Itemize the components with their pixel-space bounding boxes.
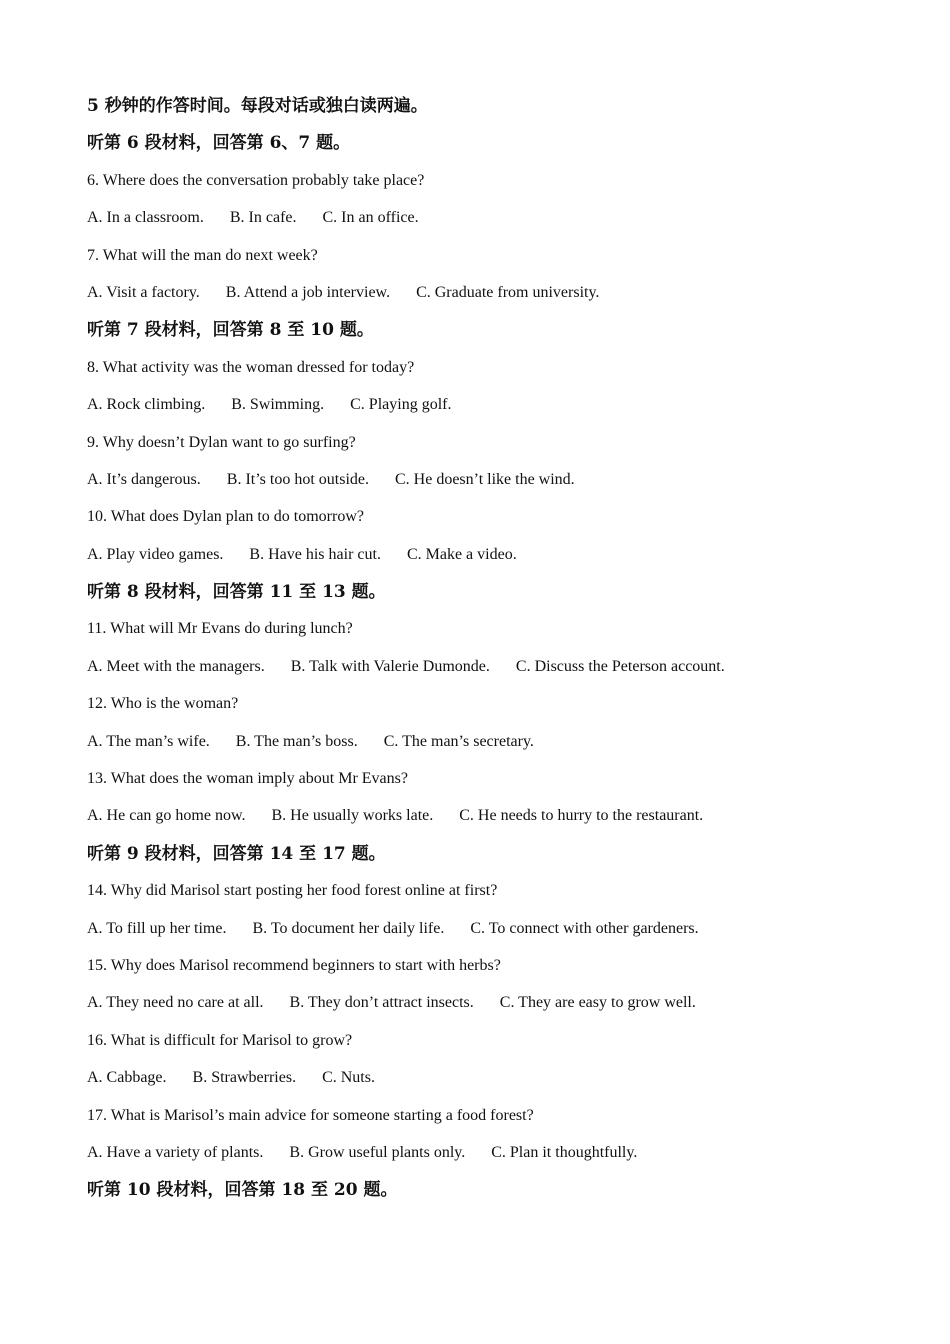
question-text: 10. What does Dylan plan to do tomorrow? <box>87 508 364 526</box>
answer-option: C. In an office. <box>322 209 419 227</box>
answer-options <box>87 279 887 316</box>
question-text: 16. What is difficult for Marisol to grow? <box>87 1031 353 1049</box>
answer-option: C. The man’s secretary. <box>383 732 534 750</box>
answer-option: A. The man’s wife. <box>87 732 210 750</box>
answer-option: A. Cabbage. <box>87 1069 167 1087</box>
answer-options <box>87 466 887 503</box>
answer-option: C. Nuts. <box>322 1069 375 1087</box>
answer-options <box>87 204 887 241</box>
answer-option: C. They are easy to grow well. <box>499 994 696 1012</box>
answer-option: A. To fill up her time. <box>87 919 227 937</box>
answer-option: B. The man’s boss. <box>235 732 358 750</box>
answer-option: B. Swimming. <box>231 396 325 414</box>
question-text: 6. Where does the conversation probably take place? <box>87 171 425 189</box>
exam-page <box>87 92 887 1214</box>
question-text: 13. What does the woman imply about Mr Evans? <box>87 770 408 788</box>
answer-options <box>87 1139 887 1176</box>
answer-option: B. Talk with Valerie Dumonde. <box>290 657 490 675</box>
answer-option: A. Have a variety of plants. <box>87 1143 264 1161</box>
answer-option: C. He needs to hurry to the restaurant. <box>459 807 704 825</box>
answer-option: B. Have his hair cut. <box>249 545 381 563</box>
question-text: 8. What activity was the woman dressed for today? <box>87 358 415 376</box>
answer-option: A. It’s dangerous. <box>87 470 201 488</box>
sections-container <box>87 129 887 1213</box>
answer-option: A. Meet with the managers. <box>87 657 265 675</box>
answer-option: B. Attend a job interview. <box>225 283 391 301</box>
answer-option: B. They don’t attract insects. <box>289 994 474 1012</box>
question-text: 12. Who is the woman? <box>87 695 239 713</box>
answer-option: A. They need no care at all. <box>87 994 264 1012</box>
answer-option: C. To connect with other gardeners. <box>470 919 699 937</box>
question-text: 14. Why did Marisol start posting her food forest online at first? <box>87 882 498 900</box>
question-text: 9. Why doesn’t Dylan want to go surfing? <box>87 433 356 451</box>
answer-option: C. Make a video. <box>406 545 517 563</box>
answer-options <box>87 915 887 952</box>
section-heading: 听第 6 段材料，回答第 6、7 题。 <box>87 133 351 154</box>
section-heading: 听第 8 段材料，回答第 11 至 13 题。 <box>87 582 386 603</box>
answer-options <box>87 728 887 765</box>
answer-option: A. Play video games. <box>87 545 224 563</box>
answer-option: A. Rock climbing. <box>87 396 206 414</box>
answer-option: B. In cafe. <box>229 209 297 227</box>
answer-options <box>87 802 887 839</box>
answer-option: B. To document her daily life. <box>252 919 445 937</box>
answer-option: C. Graduate from university. <box>416 283 600 301</box>
answer-option: C. Discuss the Peterson account. <box>515 657 725 675</box>
intro-text: 5 秒钟的作答时间。每段对话或独白读两遍。 <box>87 96 428 116</box>
answer-option: B. Strawberries. <box>192 1069 297 1087</box>
answer-option: B. Grow useful plants only. <box>289 1143 466 1161</box>
answer-options <box>87 391 887 428</box>
section-heading: 听第 9 段材料，回答第 14 至 17 题。 <box>87 843 386 864</box>
question-text: 11. What will Mr Evans do during lunch? <box>87 620 353 638</box>
question-text: 17. What is Marisol’s main advice for someone starting a food forest? <box>87 1106 534 1124</box>
answer-options <box>87 653 887 690</box>
section-heading: 听第 7 段材料，回答第 8 至 10 题。 <box>87 320 374 341</box>
answer-option: A. In a classroom. <box>87 209 204 227</box>
question-text: 15. Why does Marisol recommend beginners to start with herbs? <box>87 956 501 974</box>
answer-options <box>87 541 887 578</box>
answer-option: C. Plan it thoughtfully. <box>491 1143 638 1161</box>
answer-option: A. He can go home now. <box>87 807 246 825</box>
answer-option: C. Playing golf. <box>350 396 452 414</box>
answer-option: B. It’s too hot outside. <box>226 470 369 488</box>
section-heading: 听第 10 段材料，回答第 18 至 20 题。 <box>87 1180 398 1201</box>
answer-option: C. He doesn’t like the wind. <box>395 470 575 488</box>
answer-option: B. He usually works late. <box>271 807 434 825</box>
question-text: 7. What will the man do next week? <box>87 246 318 264</box>
answer-options <box>87 989 887 1026</box>
answer-option: A. Visit a factory. <box>87 283 200 301</box>
answer-options <box>87 1064 887 1101</box>
